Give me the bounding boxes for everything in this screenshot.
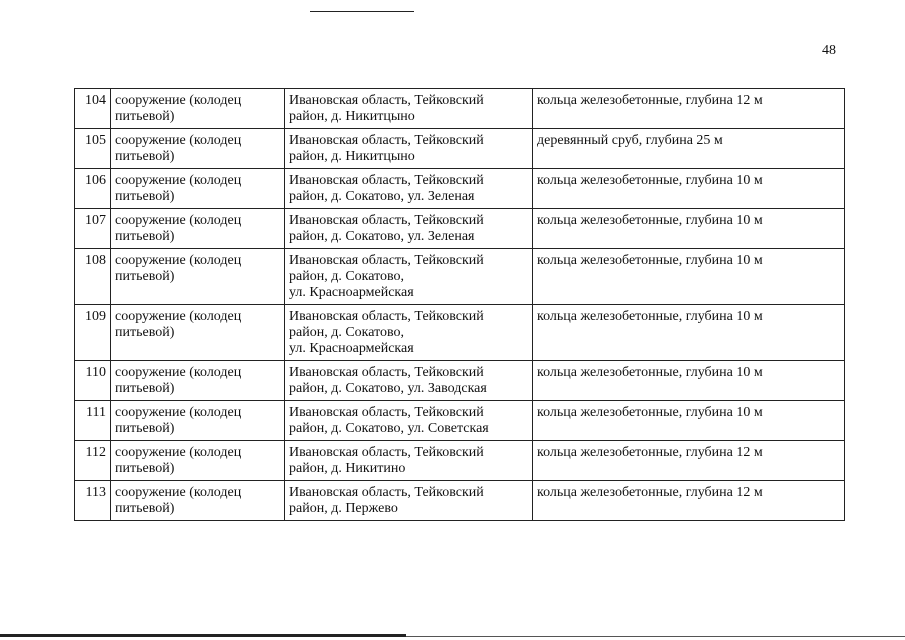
object-name: сооружение (колодец питьевой) — [111, 361, 285, 401]
table-row — [75, 481, 845, 521]
object-name: сооружение (колодец питьевой) — [111, 481, 285, 521]
object-address: Ивановская область, Тейковский район, д. Пержево — [285, 481, 533, 521]
object-address: Ивановская область, Тейковский район, д. Никитцыно — [285, 129, 533, 169]
row-number: 111 — [75, 401, 111, 441]
row-number: 112 — [75, 441, 111, 481]
object-name: сооружение (колодец питьевой) — [111, 441, 285, 481]
object-name: сооружение (колодец питьевой) — [111, 249, 285, 305]
row-number: 104 — [75, 89, 111, 129]
row-number: 113 — [75, 481, 111, 521]
object-address: Ивановская область, Тейковский район, д. Сокатово, ул. Зеленая — [285, 169, 533, 209]
table-row — [75, 361, 845, 401]
object-address: Ивановская область, Тейковский район, д. Никитцыно — [285, 89, 533, 129]
table-row — [75, 129, 845, 169]
table-row — [75, 169, 845, 209]
object-address: Ивановская область, Тейковский район, д. Сокатово, ул. Красноармейская — [285, 305, 533, 361]
object-address: Ивановская область, Тейковский район, д. Сокатово, ул. Заводская — [285, 361, 533, 401]
object-name: сооружение (колодец питьевой) — [111, 305, 285, 361]
row-number: 107 — [75, 209, 111, 249]
object-description: кольца железобетонные, глубина 10 м — [533, 305, 845, 361]
row-number: 109 — [75, 305, 111, 361]
table-row — [75, 209, 845, 249]
row-number: 110 — [75, 361, 111, 401]
object-description: кольца железобетонные, глубина 12 м — [533, 89, 845, 129]
row-number: 106 — [75, 169, 111, 209]
row-number: 105 — [75, 129, 111, 169]
object-description: кольца железобетонные, глубина 10 м — [533, 249, 845, 305]
object-name: сооружение (колодец питьевой) — [111, 89, 285, 129]
row-number: 108 — [75, 249, 111, 305]
object-name: сооружение (колодец питьевой) — [111, 209, 285, 249]
object-description: кольца железобетонные, глубина 12 м — [533, 481, 845, 521]
table-row — [75, 89, 845, 129]
table-row — [75, 441, 845, 481]
page-number: 48 — [822, 43, 836, 58]
object-address: Ивановская область, Тейковский район, д. Никитино — [285, 441, 533, 481]
object-address: Ивановская область, Тейковский район, д. Сокатово, ул. Советская — [285, 401, 533, 441]
bottom-rule-thin — [406, 636, 905, 637]
object-description: кольца железобетонные, глубина 10 м — [533, 209, 845, 249]
object-address: Ивановская область, Тейковский район, д. Сокатово, ул. Красноармейская — [285, 249, 533, 305]
object-address: Ивановская область, Тейковский район, д. Сокатово, ул. Зеленая — [285, 209, 533, 249]
table-row — [75, 249, 845, 305]
property-table — [74, 88, 845, 521]
top-rule — [310, 11, 414, 12]
object-name: сооружение (колодец питьевой) — [111, 169, 285, 209]
table-row — [75, 305, 845, 361]
object-description: кольца железобетонные, глубина 10 м — [533, 361, 845, 401]
object-name: сооружение (колодец питьевой) — [111, 129, 285, 169]
object-description: кольца железобетонные, глубина 10 м — [533, 401, 845, 441]
object-description: деревянный сруб, глубина 25 м — [533, 129, 845, 169]
object-name: сооружение (колодец питьевой) — [111, 401, 285, 441]
object-description: кольца железобетонные, глубина 10 м — [533, 169, 845, 209]
object-description: кольца железобетонные, глубина 12 м — [533, 441, 845, 481]
table-row — [75, 401, 845, 441]
bottom-rule — [0, 634, 406, 637]
